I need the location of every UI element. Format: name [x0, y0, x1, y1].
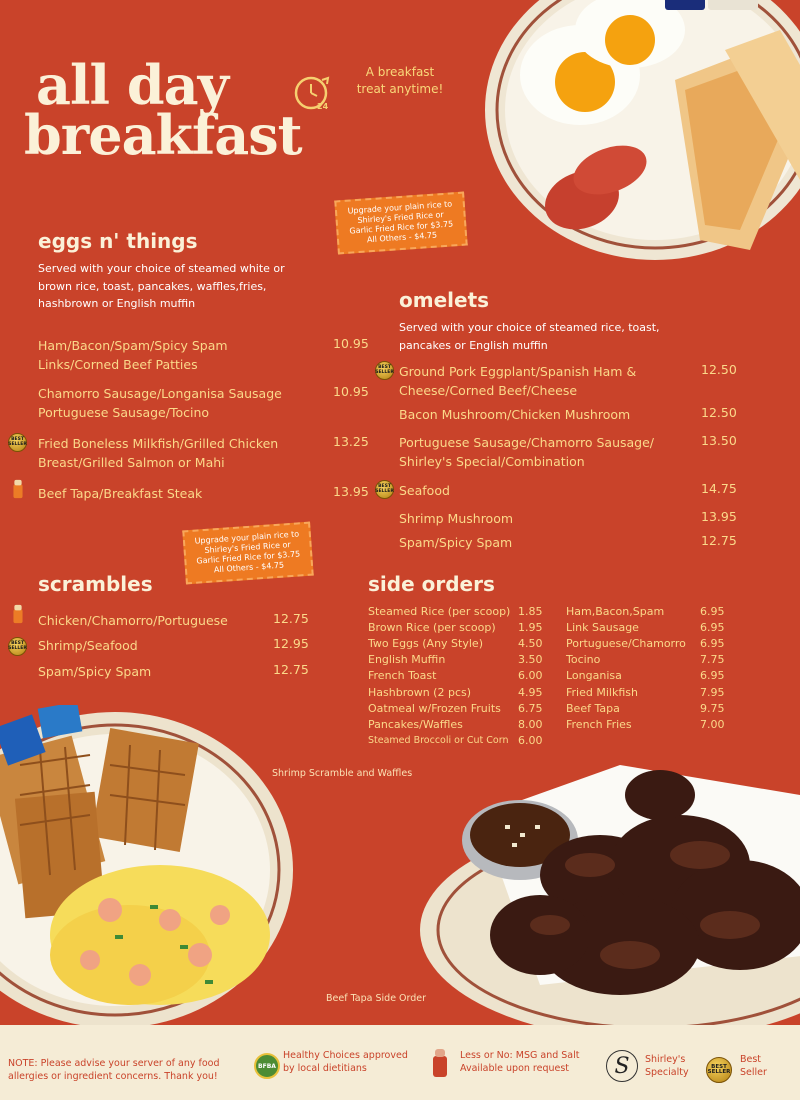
title-line-2: breakfast	[24, 103, 302, 167]
side-order-right-name: Link Sausage	[566, 620, 639, 634]
side-order-left-name: French Toast	[368, 669, 437, 683]
eggs-description: Served with your choice of steamed white or brown rice, toast, pancakes, waffles,fries, hashbrown or English muffin	[38, 262, 285, 311]
side-orders-right-list	[566, 603, 736, 733]
healthy-choices-logo-icon: BFBA	[254, 1053, 280, 1079]
eggs-item-3-name: Fried Boneless Milkfish/Grilled Chicken Breast/Grilled Salmon or Mahi	[38, 436, 279, 471]
scrambles-item-2-price: 12.95	[273, 636, 309, 651]
side-order-left-row	[368, 684, 548, 700]
tagline: A breakfast treat anytime!	[356, 65, 444, 96]
scrambles-item-3-name: Spam/Spicy Spam	[38, 664, 152, 679]
side-order-left-name: Hashbrown (2 pcs)	[368, 685, 472, 699]
side-order-right-row	[566, 684, 736, 700]
eggs-item-4-price: 13.95	[333, 484, 369, 499]
eggs-section-title: eggs n' things	[38, 229, 198, 253]
title-line-1: all day	[36, 53, 228, 117]
side-order-left-price: 6.00	[518, 734, 543, 748]
omelets-item-3-price: 13.50	[701, 433, 737, 448]
scramble-waffles-photo	[0, 705, 310, 1035]
eggs-item-1-price: 10.95	[333, 336, 369, 351]
side-order-right-name: Longanisa	[566, 669, 622, 683]
side-order-right-price: 9.75	[700, 701, 725, 715]
side-order-right-name: Portuguese/Chamorro	[566, 636, 686, 650]
side-order-right-price: 6.95	[700, 636, 725, 650]
tapa-photo-caption: Beef Tapa Side Order	[326, 993, 427, 1004]
side-order-left-row	[368, 635, 548, 651]
shirleys-specialty-icon: S	[606, 1050, 638, 1082]
omelets-item-4-name: Seafood	[399, 483, 450, 498]
side-order-left-row	[368, 716, 548, 732]
omelets-item-3-name: Portuguese Sausage/Chamorro Sausage/ Shirley's Special/Combination	[399, 435, 655, 470]
side-order-left-name: Oatmeal w/Frozen Fruits	[368, 701, 501, 715]
side-order-left-price: 4.50	[518, 636, 543, 650]
side-order-right-price: 6.95	[700, 669, 725, 683]
scrambles-item-1-price: 12.75	[273, 611, 309, 626]
footer-bar	[0, 1025, 800, 1100]
msg-salt-text: Less or No: MSG and Salt Available upon request	[460, 1050, 580, 1075]
omelets-item-1-name: Ground Pork Eggplant/Spanish Ham & Cheese/Corned Beef/Cheese	[399, 364, 637, 399]
side-order-right-row	[566, 603, 736, 619]
side-order-right-price: 6.95	[700, 620, 725, 634]
side-orders-title: side orders	[368, 572, 495, 596]
allergy-note: NOTE: Please advise your server of any food allergies or ingredient concerns. Thank you!	[8, 1058, 220, 1083]
side-order-right-price: 7.75	[700, 653, 725, 667]
omelets-item-1-price: 12.50	[701, 362, 737, 377]
best-seller-badge-icon: BEST SELLER	[375, 361, 394, 380]
side-order-left-price: 1.95	[518, 620, 543, 634]
side-order-right-row	[566, 652, 736, 668]
omelets-section-title: omelets	[399, 288, 490, 312]
healthy-choices-text: Healthy Choices approved by local dietitians	[283, 1050, 408, 1075]
side-order-left-price: 6.00	[518, 669, 543, 683]
side-order-right-name: Fried Milkfish	[566, 685, 638, 699]
side-order-left-price: 4.95	[518, 685, 543, 699]
omelets-item-2-name: Bacon Mushroom/Chicken Mushroom	[399, 407, 631, 422]
side-order-left-row	[368, 733, 548, 749]
side-order-left-row	[368, 668, 548, 684]
scrambles-item-3-price: 12.75	[273, 662, 309, 677]
best-seller-text: Best Seller	[740, 1054, 767, 1079]
side-order-right-name: French Fries	[566, 717, 632, 731]
beef-tapa-photo	[420, 755, 800, 1030]
side-order-left-price: 1.85	[518, 604, 543, 618]
omelets-description: Served with your choice of steamed rice, toast, pancakes or English muffin	[399, 321, 660, 352]
scrambles-section-title: scrambles	[38, 572, 153, 596]
best-seller-badge-icon: BEST SELLER	[8, 433, 27, 452]
eggs-item-4-name: Beef Tapa/Breakfast Steak	[38, 486, 203, 501]
side-order-left-name: Steamed Rice (per scoop)	[368, 604, 511, 618]
omelets-item-5-name: Shrimp Mushroom	[399, 511, 514, 526]
scramble-photo-caption: Shrimp Scramble and Waffles	[272, 768, 413, 779]
side-order-left-price: 3.50	[518, 653, 543, 667]
side-order-right-row	[566, 668, 736, 684]
side-order-left-row	[368, 700, 548, 716]
side-order-left-row	[368, 603, 548, 619]
side-order-left-price: 6.75	[518, 701, 543, 715]
side-order-right-row	[566, 716, 736, 732]
scrambles-item-2-name: Shrimp/Seafood	[38, 638, 138, 653]
salt-shaker-icon	[12, 604, 24, 628]
scrambles-item-1-name: Chicken/Chamorro/Portuguese	[38, 613, 228, 628]
side-order-right-price: 7.95	[700, 685, 725, 699]
side-order-right-price: 7.00	[700, 717, 725, 731]
side-orders-left-list	[368, 603, 548, 749]
side-order-right-name: Beef Tapa	[566, 701, 620, 715]
upgrade-stamp-mid: Upgrade your plain rice to Shirley's Fried Rice or Garlic Fried Rice for $3.75 All Others - $4.75	[182, 522, 313, 585]
salt-shaker-icon	[432, 1048, 448, 1082]
shirleys-specialty-text: Shirley's Specialty	[645, 1054, 689, 1079]
side-order-right-name: Ham,Bacon,Spam	[566, 604, 665, 618]
side-order-left-name: Steamed Broccoli or Cut Corn	[368, 735, 509, 747]
omelets-item-6-name: Spam/Spicy Spam	[399, 535, 513, 550]
side-order-right-name: Tocino	[566, 653, 601, 667]
upgrade-stamp-top: Upgrade your plain rice to Shirley's Fried Rice or Garlic Fried Rice for $3.75 All Others - $4.75	[334, 192, 467, 255]
side-order-left-name: English Muffin	[368, 653, 446, 667]
salt-shaker-icon	[12, 479, 24, 503]
side-order-left-name: Pancakes/Waffles	[368, 717, 463, 731]
breakfast-plate-photo	[480, 0, 800, 280]
side-order-right-row	[566, 700, 736, 716]
best-seller-badge-icon: BEST SELLER	[706, 1057, 732, 1083]
side-order-left-name: Brown Rice (per scoop)	[368, 620, 496, 634]
eggs-item-2-price: 10.95	[333, 384, 369, 399]
best-seller-badge-icon: BEST SELLER	[375, 480, 394, 499]
side-order-right-price: 6.95	[700, 604, 725, 618]
best-seller-badge-icon: BEST SELLER	[8, 637, 27, 656]
side-order-left-name: Two Eggs (Any Style)	[368, 636, 483, 650]
eggs-item-2-name: Chamorro Sausage/Longanisa Sausage Portuguese Sausage/Tocino	[38, 386, 282, 421]
side-order-left-price: 8.00	[518, 717, 543, 731]
side-order-right-row	[566, 619, 736, 635]
eggs-item-1-name: Ham/Bacon/Spam/Spicy Spam Links/Corned Beef Patties	[38, 338, 228, 373]
side-order-left-row	[368, 652, 548, 668]
clock-24-label: 24	[317, 102, 329, 111]
side-order-left-row	[368, 619, 548, 635]
omelets-item-6-price: 12.75	[701, 533, 737, 548]
omelets-item-2-price: 12.50	[701, 405, 737, 420]
side-order-right-row	[566, 635, 736, 651]
eggs-item-3-price: 13.25	[333, 434, 369, 449]
omelets-item-4-price: 14.75	[701, 481, 737, 496]
omelets-item-5-price: 13.95	[701, 509, 737, 524]
